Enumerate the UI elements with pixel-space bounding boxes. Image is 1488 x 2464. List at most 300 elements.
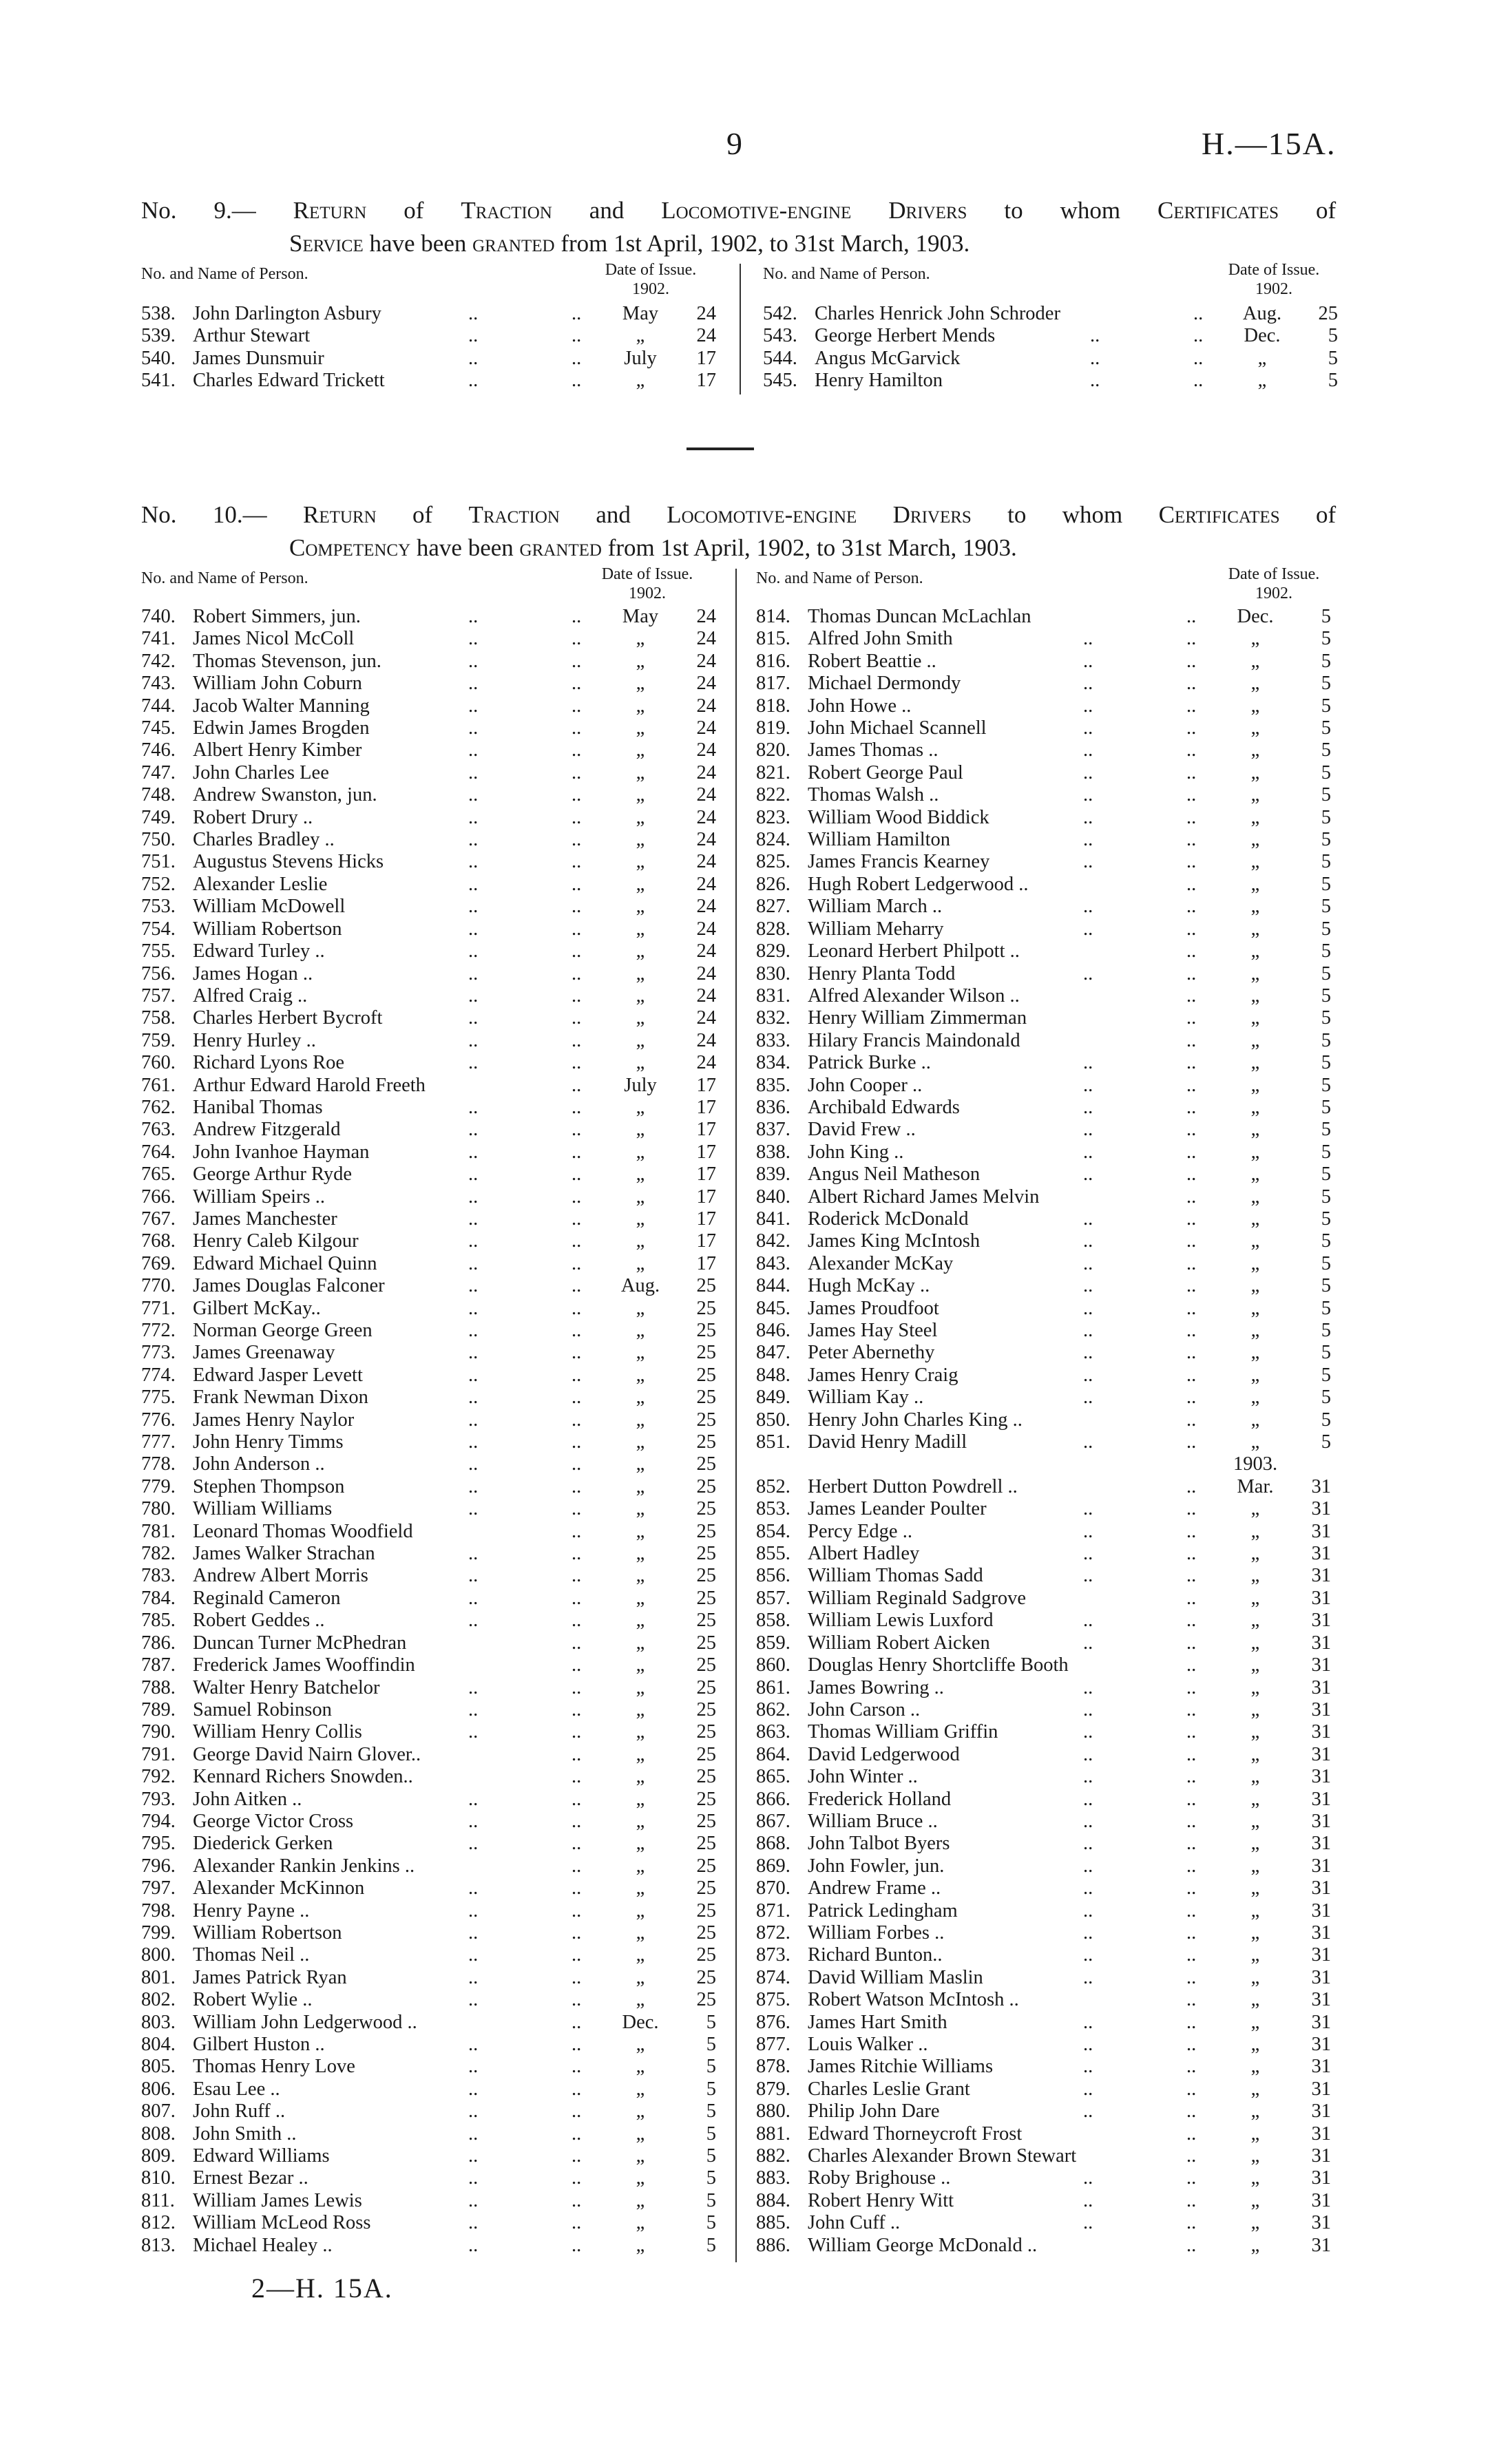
entry-number: 785. (141, 1610, 176, 1632)
leader-dots: .. (572, 984, 582, 1007)
entry-number: 780. (141, 1498, 176, 1520)
list-item (756, 2212, 1334, 2234)
list-item (141, 2145, 720, 2167)
issue-month: „ (636, 1252, 645, 1274)
leader-dots: .. (1186, 1989, 1197, 2011)
sec2-left-head-year: 1902. (629, 585, 666, 602)
leader-dots: .. (468, 1029, 479, 1051)
person-name: David Ledgerwood (808, 1743, 960, 1765)
sec2-title-word: to (1007, 501, 1027, 528)
list-item (756, 1030, 1334, 1052)
entry-number: 878. (756, 2056, 790, 2078)
issue-month: „ (636, 1007, 645, 1029)
person-name: Charles Alexander Brown Stewart (808, 2145, 1077, 2167)
list-item (141, 1163, 720, 1186)
leader-dots: .. (1083, 2034, 1093, 2055)
leader-dots: .. (1186, 984, 1197, 1007)
leader-dots: .. (572, 1855, 582, 1877)
issue-day: 5 (1321, 673, 1331, 695)
entry-number: 743. (141, 673, 176, 695)
leader-dots: .. (1186, 1899, 1197, 1921)
issue-day: 31 (1311, 1899, 1331, 1921)
person-name: Andrew Albert Morris (193, 1565, 368, 1587)
issue-day: 25 (696, 1788, 716, 1810)
list-item (141, 606, 720, 628)
issue-day: 5 (706, 2100, 716, 2123)
entry-number: 799. (141, 1921, 176, 1944)
leader-dots: .. (1083, 806, 1093, 828)
leader-dots: .. (572, 1163, 582, 1186)
leader-dots: .. (1186, 1029, 1197, 1051)
issue-month: „ (1250, 628, 1260, 650)
entry-number: 869. (756, 1855, 790, 1877)
entry-number: 775. (141, 1387, 176, 1409)
list-item (756, 985, 1334, 1007)
entry-number: 843. (756, 1252, 790, 1274)
issue-day: 24 (696, 851, 716, 873)
issue-day: 25 (696, 1275, 716, 1297)
issue-month: „ (636, 1654, 645, 1676)
leader-dots: .. (572, 1364, 582, 1386)
list-item (141, 784, 720, 806)
list-item (756, 2190, 1334, 2212)
leader-dots: .. (1083, 1252, 1093, 1274)
sec2-title-word: Return (302, 501, 377, 528)
leader-dots: .. (1186, 2167, 1197, 2189)
leader-dots: .. (572, 806, 582, 828)
list-item (141, 348, 720, 370)
issue-month: „ (1250, 1208, 1260, 1230)
issue-month: „ (1250, 1989, 1260, 2011)
issue-day: 5 (1321, 1052, 1331, 1074)
person-name: Leonard Herbert Philpott .. (808, 940, 1020, 962)
issue-day: 5 (1328, 347, 1338, 369)
list-item (756, 1744, 1334, 1766)
leader-dots: .. (1186, 1587, 1197, 1609)
issue-day: 31 (1311, 1676, 1331, 1698)
entry-number: 876. (756, 2011, 790, 2033)
issue-day: 24 (696, 918, 716, 940)
list-item (141, 1097, 720, 1119)
list-item (141, 1007, 720, 1029)
issue-month: „ (636, 1587, 645, 1609)
issue-month: „ (636, 761, 645, 783)
leader-dots: .. (468, 1431, 479, 1453)
leader-dots: .. (1090, 370, 1100, 392)
leader-dots: .. (1083, 1119, 1093, 1141)
issue-month: „ (1250, 761, 1260, 783)
list-item (756, 1275, 1334, 1297)
person-name: Thomas Henry Love (193, 2056, 355, 2078)
leader-dots: .. (468, 1342, 479, 1364)
leader-dots: .. (468, 1810, 479, 1832)
list-item (756, 1521, 1334, 1543)
issue-month: „ (636, 784, 645, 806)
issue-day: 31 (1311, 1989, 1331, 2011)
list-item (141, 1453, 720, 1475)
person-name: Albert Richard James Melvin (808, 1186, 1040, 1208)
entry-number: 815. (756, 628, 790, 650)
issue-month: „ (1250, 784, 1260, 806)
leader-dots: .. (1083, 1520, 1093, 1542)
issue-month: „ (636, 673, 645, 695)
entry-number: 773. (141, 1342, 176, 1364)
entry-number: 800. (141, 1944, 176, 1966)
leader-dots: .. (1083, 1610, 1093, 1632)
issue-month: „ (636, 1342, 645, 1364)
list-item (756, 896, 1334, 918)
leader-dots: .. (1186, 1096, 1197, 1118)
leader-dots: .. (1186, 1565, 1197, 1587)
entry-number: 760. (141, 1052, 176, 1074)
person-name: Henry Hurley .. (193, 1029, 316, 1051)
leader-dots: .. (1186, 1498, 1197, 1520)
leader-dots: .. (572, 1186, 582, 1208)
leader-dots: .. (468, 1387, 479, 1409)
issue-month: „ (1250, 2212, 1260, 2234)
leader-dots: .. (1083, 1052, 1093, 1074)
issue-day: 31 (1311, 1788, 1331, 1810)
issue-month: „ (636, 1543, 645, 1565)
sec1-left-head-name: No. and Name of Person. (141, 265, 308, 283)
person-name: James Hart Smith (808, 2011, 947, 2033)
person-name: Douglas Henry Shortcliffe Booth (808, 1654, 1069, 1676)
person-name: William Hamilton (808, 829, 951, 851)
leader-dots: .. (1186, 896, 1197, 918)
list-item (756, 695, 1334, 717)
person-name: Norman George Green (193, 1320, 373, 1341)
issue-month: „ (1250, 1810, 1260, 1832)
leader-dots: .. (1193, 325, 1204, 347)
list-item (141, 918, 720, 940)
issue-month: „ (1250, 1074, 1260, 1096)
issue-day: 5 (1321, 739, 1331, 761)
issue-day: 31 (1311, 1654, 1331, 1676)
list-item (756, 2012, 1334, 2034)
leader-dots: .. (1186, 761, 1197, 783)
list-item (141, 1944, 720, 1966)
leader-dots: .. (1186, 673, 1197, 695)
leader-dots: .. (572, 1676, 582, 1698)
issue-month: „ (1250, 1788, 1260, 1810)
issue-day: 25 (696, 1676, 716, 1698)
leader-dots: .. (1186, 606, 1197, 627)
leader-dots: .. (572, 1320, 582, 1341)
leader-dots: .. (572, 347, 582, 369)
issue-day: 5 (1321, 896, 1331, 918)
issue-month: „ (636, 984, 645, 1007)
person-name: Arthur Stewart (193, 325, 311, 347)
issue-day: 5 (1321, 1119, 1331, 1141)
issue-month: Dec. (622, 2011, 659, 2033)
entry-number: 788. (141, 1676, 176, 1698)
issue-month: „ (1250, 1186, 1260, 1208)
issue-month: „ (1250, 2034, 1260, 2055)
issue-month: „ (1250, 1409, 1260, 1431)
entry-number: 820. (756, 739, 790, 761)
list-item (756, 1632, 1334, 1654)
leader-dots: .. (1186, 1610, 1197, 1632)
entry-number: 868. (756, 1833, 790, 1855)
list-item (756, 1075, 1334, 1097)
list-item (141, 1186, 720, 1208)
entry-number: 856. (756, 1565, 790, 1587)
leader-dots: .. (468, 1921, 479, 1944)
list-item (141, 1654, 720, 1676)
person-name: Gilbert McKay.. (193, 1297, 321, 1319)
issue-day: 31 (1311, 2034, 1331, 2055)
leader-dots: .. (572, 1810, 582, 1832)
entry-number: 804. (141, 2034, 176, 2055)
entry-number: 867. (756, 1810, 790, 1832)
issue-month: Aug. (620, 1275, 660, 1297)
sec1-left-list (141, 303, 720, 392)
issue-month: „ (636, 1498, 645, 1520)
leader-dots: .. (1083, 1810, 1093, 1832)
issue-day: 31 (1311, 1543, 1331, 1565)
sec1-right-head-date-label: Date of Issue. (1228, 261, 1320, 279)
person-name: Alexander Rankin Jenkins .. (193, 1855, 415, 1877)
leader-dots: .. (468, 1453, 479, 1475)
issue-day: 24 (696, 606, 716, 627)
person-name: Henry William Zimmerman (808, 1007, 1027, 1029)
issue-day: 5 (1321, 873, 1331, 895)
leader-dots: .. (468, 1610, 479, 1632)
list-item (141, 1342, 720, 1364)
issue-month: „ (1250, 2056, 1260, 2078)
issue-month: „ (1250, 1520, 1260, 1542)
leader-dots: .. (1083, 650, 1093, 672)
list-item (756, 1565, 1334, 1587)
entry-number: 809. (141, 2145, 176, 2167)
leader-dots: .. (468, 1498, 479, 1520)
person-name: Hilary Francis Maindonald (808, 1029, 1020, 1051)
leader-dots: .. (1083, 1387, 1093, 1409)
person-name: George Arthur Ryde (193, 1163, 353, 1186)
list-item (756, 963, 1334, 985)
page-number: 9 (726, 126, 742, 161)
leader-dots: .. (1083, 1944, 1093, 1966)
issue-month: „ (1250, 673, 1260, 695)
leader-dots: .. (1083, 896, 1093, 918)
issue-day: 31 (1311, 1610, 1331, 1632)
issue-month: „ (636, 1855, 645, 1877)
leader-dots: .. (1083, 1766, 1093, 1788)
leader-dots: .. (1186, 1855, 1197, 1877)
list-item (756, 1007, 1334, 1029)
entry-number: 753. (141, 896, 176, 918)
list-item (141, 829, 720, 851)
sec1-title-word: of (404, 197, 424, 224)
list-item (756, 1610, 1334, 1632)
leader-dots: .. (572, 1833, 582, 1855)
entry-number: 761. (141, 1074, 176, 1096)
list-item (756, 1431, 1334, 1453)
leader-dots: .. (572, 739, 582, 761)
issue-day: 25 (696, 1431, 716, 1453)
leader-dots: .. (572, 2167, 582, 2189)
leader-dots: .. (572, 2123, 582, 2145)
person-name: Andrew Frame .. (808, 1877, 941, 1899)
issue-day: 5 (706, 2234, 716, 2256)
issue-day: 5 (1321, 1387, 1331, 1409)
entry-number: 802. (141, 1989, 176, 2011)
leader-dots: .. (572, 673, 582, 695)
sec1-right-head-date (1195, 260, 1353, 299)
issue-month: „ (1250, 1230, 1260, 1252)
issue-month: „ (636, 1743, 645, 1765)
leader-dots: .. (1083, 784, 1093, 806)
issue-month: „ (1250, 1543, 1260, 1565)
leader-dots: .. (572, 1096, 582, 1118)
document-reference: H.—15A. (1202, 126, 1337, 161)
leader-dots: .. (1186, 1364, 1197, 1386)
leader-dots: .. (1193, 347, 1204, 369)
leader-dots: .. (572, 1074, 582, 1096)
leader-dots: .. (1083, 1632, 1093, 1654)
issue-day: 25 (696, 1565, 716, 1587)
entry-number: 805. (141, 2056, 176, 2078)
person-name: William Thomas Sadd (808, 1565, 983, 1587)
sec2-right-head-date-label: Date of Issue. (1228, 565, 1320, 583)
issue-day: 24 (696, 962, 716, 984)
leader-dots: .. (468, 1252, 479, 1274)
leader-dots: .. (468, 2056, 479, 2078)
issue-month: „ (1250, 1721, 1260, 1743)
leader-dots: .. (468, 695, 479, 717)
list-item (756, 2145, 1334, 2167)
leader-dots: .. (468, 739, 479, 761)
entry-number: 803. (141, 2011, 176, 2033)
leader-dots: .. (468, 1698, 479, 1720)
list-item (141, 2123, 720, 2145)
entry-number: 858. (756, 1610, 790, 1632)
person-name: Thomas Neil .. (193, 1944, 310, 1966)
leader-dots: .. (572, 1610, 582, 1632)
sec2-title-word: of (412, 501, 433, 528)
person-name: William Robertson (193, 1921, 342, 1944)
entry-number: 772. (141, 1320, 176, 1341)
issue-month: „ (1250, 2100, 1260, 2123)
issue-day: 5 (1321, 784, 1331, 806)
leader-dots: .. (468, 650, 479, 672)
person-name: Patrick Ledingham (808, 1899, 958, 1921)
leader-dots: .. (468, 940, 479, 962)
entry-number: 866. (756, 1788, 790, 1810)
list-item (756, 1476, 1334, 1498)
leader-dots: .. (468, 347, 479, 369)
leader-dots: .. (1186, 2234, 1197, 2256)
leader-dots: .. (1083, 739, 1093, 761)
entry-number: 855. (756, 1543, 790, 1565)
person-name: James Ritchie Williams (808, 2056, 994, 2078)
issue-day: 5 (1321, 829, 1331, 851)
list-item (756, 1298, 1334, 1320)
issue-month: „ (636, 1230, 645, 1252)
leader-dots: .. (1186, 1632, 1197, 1654)
issue-month: „ (1250, 1610, 1260, 1632)
person-name: Richard Bunton.. (808, 1944, 943, 1966)
person-name: Roby Brighouse .. (808, 2167, 951, 2189)
issue-day: 25 (696, 1320, 716, 1341)
entry-number: 543. (763, 325, 797, 347)
issue-day: 31 (1311, 1587, 1331, 1609)
person-name: Percy Edge .. (808, 1520, 912, 1542)
entry-number: 850. (756, 1409, 790, 1431)
leader-dots: .. (1083, 2100, 1093, 2123)
list-item (756, 1208, 1334, 1230)
person-name: Albert Hadley (808, 1543, 920, 1565)
leader-dots: .. (572, 1119, 582, 1141)
list-item (141, 1699, 720, 1721)
issue-month: „ (1250, 873, 1260, 895)
person-name: Roderick McDonald (808, 1208, 969, 1230)
issue-day: 25 (696, 1899, 716, 1921)
list-item (141, 940, 720, 962)
leader-dots: .. (1083, 2056, 1093, 2078)
leader-dots: .. (1083, 1431, 1093, 1453)
list-item (141, 1877, 720, 1899)
person-name: James Leander Poulter (808, 1498, 987, 1520)
leader-dots: .. (1186, 1766, 1197, 1788)
issue-month: „ (636, 628, 645, 650)
issue-day: 25 (696, 1387, 716, 1409)
person-name: Arthur Edward Harold Freeth (193, 1074, 426, 1096)
leader-dots: .. (468, 2167, 479, 2189)
leader-dots: .. (1083, 1833, 1093, 1855)
person-name: Thomas Stevenson, jun. (193, 650, 381, 672)
issue-month: „ (1250, 1743, 1260, 1765)
issue-month: „ (1250, 2234, 1260, 2256)
issue-month: „ (1250, 1921, 1260, 1944)
list-item (141, 1989, 720, 2011)
leader-dots: .. (572, 2145, 582, 2167)
leader-dots: .. (572, 1208, 582, 1230)
leader-dots: .. (572, 1520, 582, 1542)
person-name: James Patrick Ryan (193, 1966, 347, 1988)
list-item (141, 1855, 720, 1877)
entry-number: 825. (756, 851, 790, 873)
person-name: Edward Thorneycroft Frost (808, 2123, 1023, 2145)
leader-dots: .. (1186, 1788, 1197, 1810)
issue-day: 5 (1321, 628, 1331, 650)
entry-number: 813. (141, 2234, 176, 2256)
issue-month: „ (1250, 1119, 1260, 1141)
list-item (756, 1989, 1334, 2011)
issue-day: 5 (1321, 1141, 1331, 1163)
issue-day: 24 (696, 325, 716, 347)
person-name: Philip John Dare (808, 2100, 940, 2123)
leader-dots: .. (572, 1007, 582, 1029)
issue-day: 31 (1311, 1877, 1331, 1899)
leader-dots: .. (572, 1409, 582, 1431)
issue-month: „ (636, 1788, 645, 1810)
issue-day: 5 (1321, 1364, 1331, 1386)
list-item (756, 762, 1334, 784)
list-item (141, 1610, 720, 1632)
person-name: David Frew .. (808, 1119, 916, 1141)
issue-day: 5 (1321, 695, 1331, 717)
person-name: James Manchester (193, 1208, 337, 1230)
leader-dots: .. (572, 1565, 582, 1587)
leader-dots: .. (1083, 1899, 1093, 1921)
sec1-title-word: Traction (461, 197, 552, 224)
issue-day: 5 (706, 2212, 716, 2234)
issue-month: Aug. (1242, 303, 1282, 324)
entry-number: 811. (141, 2189, 175, 2211)
list-item (756, 1855, 1334, 1877)
entry-number: 741. (141, 628, 176, 650)
